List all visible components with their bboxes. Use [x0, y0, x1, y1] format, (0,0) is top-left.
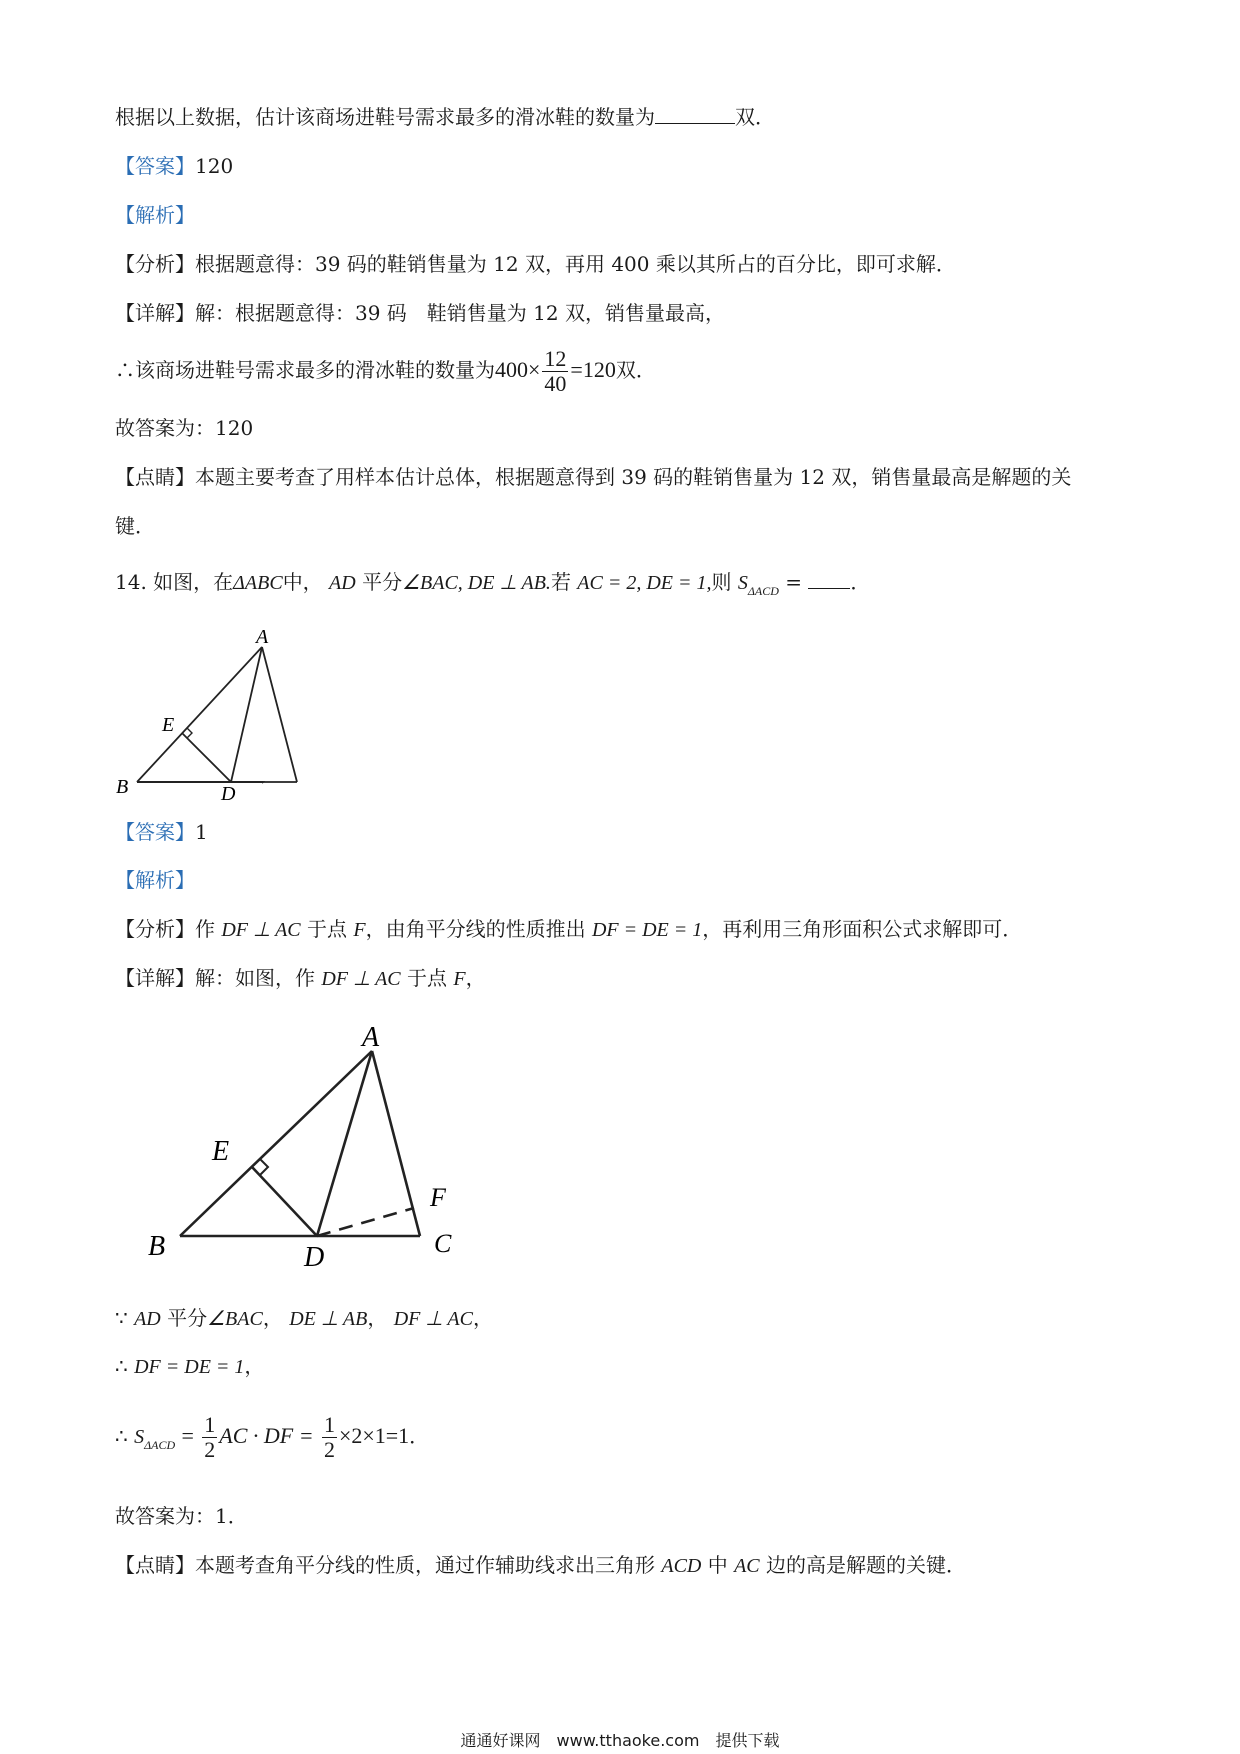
- xiangjie-math: F: [453, 968, 466, 990]
- therefore-line-1: [115, 1352, 264, 1381]
- stem-text: 如图，在: [153, 570, 234, 594]
- q13-dianjing-line-2: [115, 512, 155, 540]
- q13-final-answer: [115, 414, 253, 442]
- because-math: DF ⊥ AC: [393, 1308, 473, 1330]
- fenxi-text: 作: [195, 917, 215, 941]
- dianjing-text: 中: [707, 1553, 728, 1577]
- right-angle-mark: [260, 1159, 268, 1175]
- fenxi-text: 于点: [307, 917, 347, 941]
- answer-blank: [808, 568, 850, 589]
- segment-df-dashed: [317, 1208, 414, 1236]
- q14-analysis-line: [115, 866, 195, 894]
- q14-final-answer: [115, 1502, 248, 1530]
- area-subscript: ΔACD: [144, 1438, 176, 1452]
- right-angle-mark: [187, 728, 192, 738]
- stem-text: 平分: [362, 570, 403, 594]
- dianjing-text-cont: 键．: [115, 514, 155, 538]
- xiangjie-tag: 【详解】: [115, 966, 195, 990]
- fenxi-tag: 【分析】: [115, 252, 195, 276]
- equals-sign: =: [181, 1423, 194, 1448]
- fenxi-tag: 【分析】: [115, 917, 195, 941]
- dianjing-text: 本题考查角平分线的性质，通过作辅助线求出三角形: [195, 1553, 655, 1577]
- calc-numerator: 12: [544, 346, 567, 371]
- answer-value: 1: [195, 820, 208, 844]
- therefore-symbol: ∴: [115, 1354, 128, 1378]
- label-f: F: [430, 1183, 446, 1212]
- label-e: E: [212, 1136, 230, 1167]
- answer-tag: 【答案】: [115, 820, 195, 844]
- triangle-figure-small: [110, 626, 310, 805]
- stem-text: 则: [711, 570, 732, 594]
- fraction-numerator: 1: [204, 1412, 216, 1437]
- dianjing-text: 边的高是解题的关键．: [766, 1553, 966, 1577]
- fenxi-math: F: [353, 919, 366, 941]
- fraction-numerator: 1: [323, 1412, 335, 1437]
- therefore-math: DF = DE = 1: [134, 1356, 245, 1378]
- because-math: DE ⊥ AB: [289, 1308, 368, 1330]
- side-ac: [262, 647, 297, 782]
- xiangjie-text: 于点: [407, 966, 447, 990]
- stem-end: ．: [850, 570, 871, 594]
- stem-math: AD: [329, 572, 356, 594]
- fenxi-text: 根据题意得：39 码的鞋销售量为 12 双，再用 400 乘以其所占的百分比，即可求解．: [195, 252, 956, 276]
- q13-xiangjie-line: [115, 299, 725, 327]
- triangle-figure-large: [140, 1010, 470, 1273]
- question-number: 14.: [115, 570, 147, 594]
- because-text: ，: [262, 1306, 283, 1330]
- stem-math: AC = 2, DE = 1,: [577, 572, 712, 594]
- area-formula: AC · DF =: [219, 1423, 314, 1448]
- therefore-line-2: [115, 1408, 429, 1467]
- side-ab: [137, 647, 262, 782]
- xiangjie-text: ，: [465, 966, 486, 990]
- calc-suffix: 双．: [615, 358, 656, 382]
- fenxi-math: DF ⊥ AC: [221, 919, 301, 941]
- label-c: C: [434, 1229, 452, 1258]
- because-text: ，: [472, 1306, 493, 1330]
- because-math: ∠BAC: [207, 1308, 263, 1330]
- answer-tag: 【答案】: [115, 154, 195, 178]
- segment-de: [182, 733, 231, 782]
- therefore-symbol: ∴: [115, 1424, 128, 1448]
- fraction-denominator: 2: [323, 1437, 335, 1462]
- label-d: D: [221, 783, 236, 805]
- q13-calc-line: [115, 342, 656, 398]
- fenxi-text: ，由角平分线的性质推出: [365, 917, 586, 941]
- therefore-text: ，: [244, 1354, 265, 1378]
- final-answer-text: 故答案为：120: [115, 416, 254, 440]
- area-result: ×2×1=1: [338, 1423, 410, 1448]
- q13-dianjing-line: [115, 463, 1071, 491]
- xiangjie-text: 解：如图，作: [195, 966, 315, 990]
- xiangjie-math: DF ⊥ AC: [321, 968, 401, 990]
- label-a: A: [256, 626, 269, 648]
- fenxi-text: ，再利用三角形面积公式求解即可．: [702, 917, 1023, 941]
- label-d: D: [304, 1242, 325, 1273]
- q13-text-after: 双．: [735, 105, 775, 129]
- q13-fenxi-line: [115, 250, 956, 278]
- final-answer-text: 故答案为：1．: [115, 1504, 248, 1528]
- label-e: E: [162, 714, 175, 736]
- q13-text-before: 根据以上数据，估计该商场进鞋号需求最多的滑冰鞋的数量为: [115, 105, 655, 129]
- analysis-tag: 【解析】: [115, 868, 195, 892]
- calc-result: =120: [570, 357, 616, 382]
- half-fraction: [202, 1413, 217, 1462]
- label-b: B: [116, 776, 129, 798]
- stem-math: ∠BAC, DE ⊥ AB.: [402, 572, 551, 594]
- fraction-denominator: 2: [204, 1437, 216, 1462]
- area-symbol: S: [737, 572, 748, 594]
- segment-ad: [231, 647, 262, 782]
- dianjing-text: 本题主要考查了用样本估计总体，根据题意得到 39 码的鞋销售量为 12 双，销售量最高是解题的关: [195, 465, 1072, 489]
- q13-blank-line: [115, 103, 775, 131]
- because-symbol: ∵: [115, 1306, 128, 1330]
- stem-text: 中，: [282, 570, 323, 594]
- segment-de: [252, 1167, 317, 1236]
- because-line: [115, 1304, 493, 1333]
- because-text: 平分: [167, 1306, 208, 1330]
- dianjing-tag: 【点睛】: [115, 1553, 195, 1577]
- xiangjie-tag: 【详解】: [115, 301, 195, 325]
- xiangjie-text: 解：根据题意得：39 码 鞋销售量为 12 双，销售量最高，: [195, 301, 725, 325]
- because-math: AD: [134, 1308, 161, 1330]
- area-subscript: ΔACD: [747, 584, 779, 598]
- q14-stem: [115, 568, 870, 599]
- q13-answer-line: [115, 152, 233, 180]
- page-footer: 通通好课网 www.tthaoke.com 提供下载: [460, 1731, 780, 1750]
- fenxi-math: DF = DE = 1: [591, 919, 703, 941]
- dianjing-tag: 【点睛】: [115, 465, 195, 489]
- stem-text: 若: [550, 570, 571, 594]
- analysis-tag: 【解析】: [115, 203, 195, 227]
- label-b: B: [148, 1231, 166, 1262]
- q14-answer-line: [115, 818, 208, 846]
- dianjing-math: ACD: [661, 1555, 702, 1577]
- because-text: ，: [367, 1306, 388, 1330]
- calc-prefix: ∴该商场进鞋号需求最多的滑冰鞋的数量为: [115, 358, 495, 382]
- answer-value: 120: [195, 154, 234, 178]
- q14-xiangjie-line: [115, 964, 486, 993]
- q14-fenxi-line: [115, 915, 1022, 944]
- calc-factor: 400×: [495, 357, 541, 382]
- sentence-end: ．: [409, 1424, 430, 1448]
- area-symbol: S: [134, 1426, 145, 1448]
- label-a: A: [362, 1022, 380, 1053]
- equals-sign: =: [785, 570, 803, 594]
- answer-blank: [655, 103, 735, 124]
- calc-fraction: [542, 347, 568, 396]
- calc-denominator: 40: [544, 371, 567, 396]
- q13-analysis-line: [115, 201, 195, 229]
- q14-dianjing-line: [115, 1551, 966, 1580]
- dianjing-math: AC: [734, 1555, 760, 1577]
- half-fraction: [322, 1413, 337, 1462]
- stem-math: ΔABC: [233, 572, 283, 594]
